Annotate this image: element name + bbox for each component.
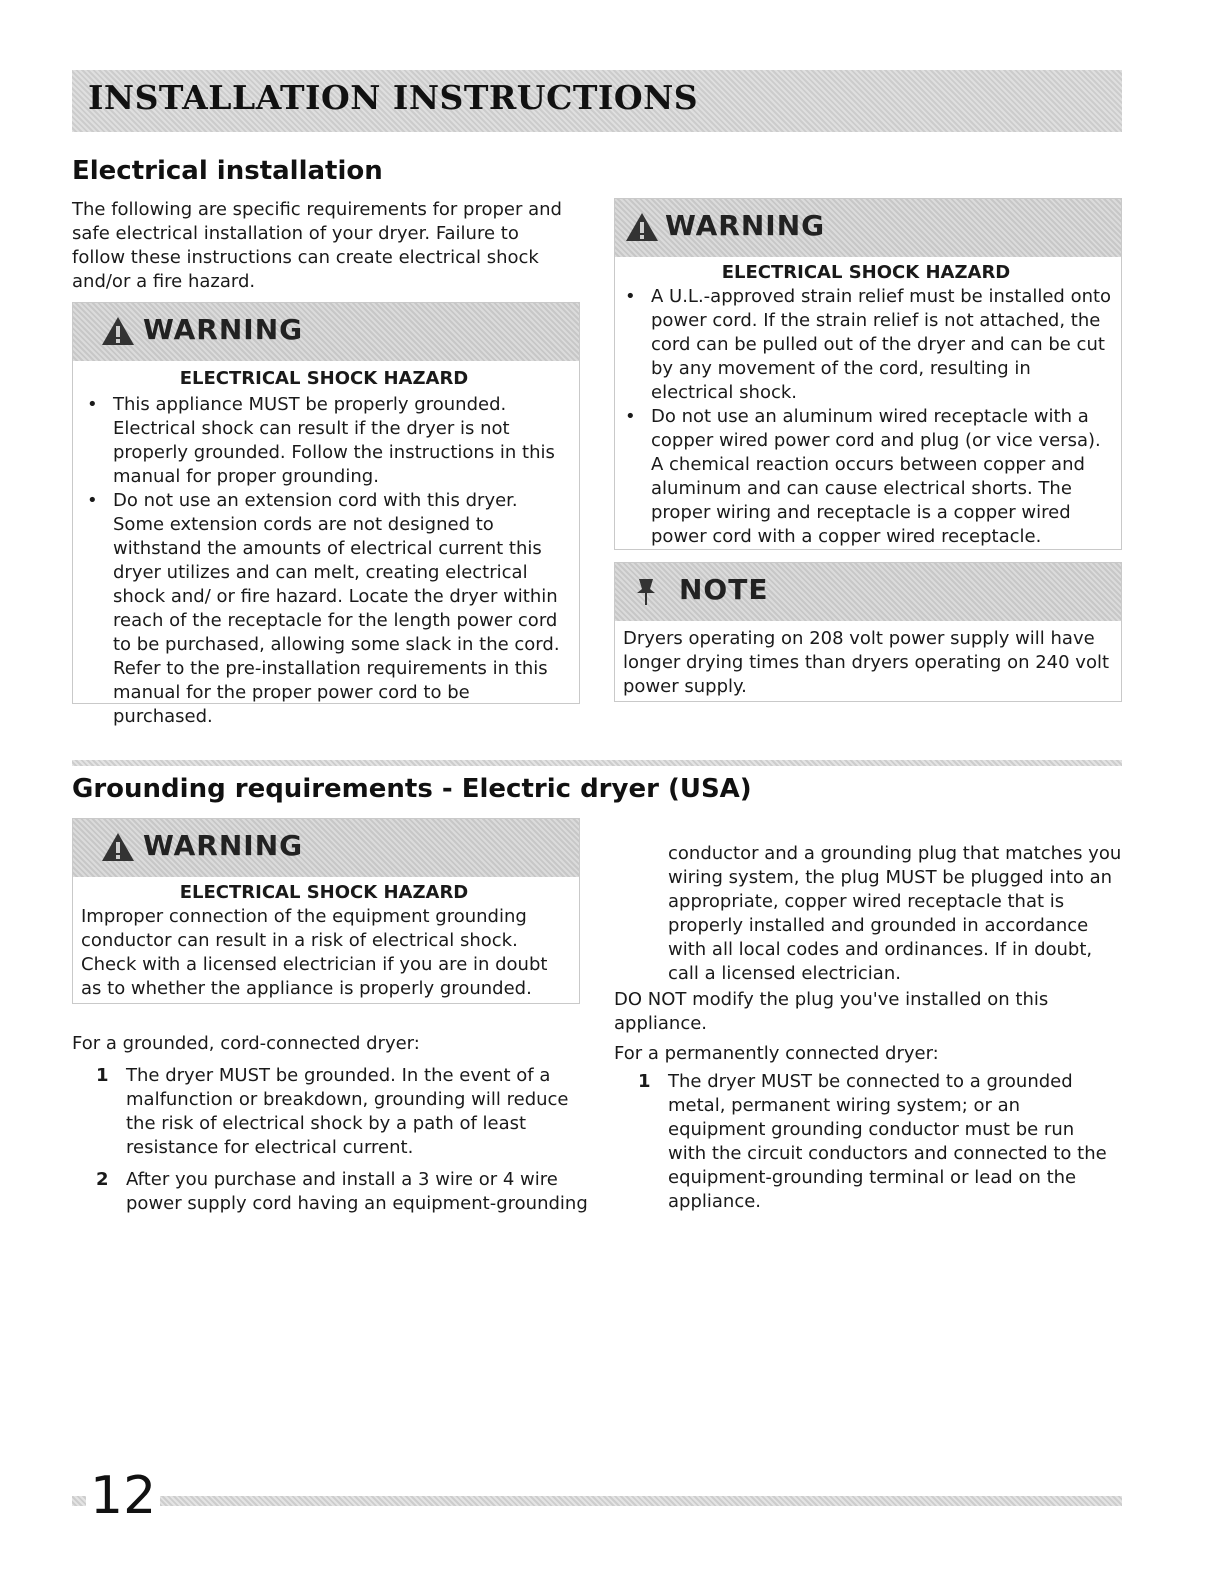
warning-panel-right — [614, 198, 1122, 550]
footer-rule — [72, 1496, 1122, 1506]
list-item — [614, 1070, 1114, 1214]
permanent-steps — [614, 1070, 1114, 1222]
section-heading-electrical: Electrical installation — [72, 156, 383, 186]
warning-header — [73, 303, 579, 361]
warning-label: WARNING — [143, 829, 304, 862]
warning-subhead: ELECTRICAL SHOCK HAZARD — [721, 262, 1011, 283]
step-number: 1 — [638, 1071, 651, 1092]
electrical-intro: The following are specific requirements for proper and safe electrical installation of your dryer. Failure to follow these instructions can create electrical shock and/or a fire hazard. — [72, 199, 562, 292]
warning-bullet: • Do not use an extension cord with this dryer. Some extension cords are not designed to withstand the amounts of electrical current this dryer utilizes and can melt, creating electrical shock and/ or fire hazard. Locate the dryer within reach of the receptacle for the length power cord to be purchased, allowing some slack in the cord. Refer to the pre-installation requirements in this manual for the proper power cord to be purchased. — [113, 489, 569, 729]
warning-bullet: • This appliance MUST be properly grounded. Electrical shock can result if the dryer is not properly grounded. Follow the instructions in this manual for proper grounding. — [113, 393, 569, 489]
step-text: The dryer MUST be connected to a grounded metal, permanent wiring system; or an equipment grounding conductor must be run with the circuit conductors and connected to the equipment-grounding terminal or lead on the appliance. — [668, 1071, 1107, 1212]
cord-connected-steps — [72, 1064, 592, 1224]
step-text: After you purchase and install a 3 wire or 4 wire power supply cord having an equipment-grounding — [126, 1169, 588, 1214]
page-number: 12 — [86, 1466, 160, 1526]
list-item — [72, 1168, 592, 1216]
warning-label: WARNING — [665, 209, 826, 242]
step-text: The dryer MUST be grounded. In the event of a malfunction or breakdown, grounding will reduce the risk of electrical shock by a path of least resistance for electrical current. — [126, 1065, 569, 1158]
warning-label: WARNING — [143, 313, 304, 346]
section-divider — [72, 760, 1122, 766]
warning-panel-left — [72, 302, 580, 727]
grounding-warning-panel — [72, 818, 580, 1004]
warning-header — [615, 199, 1121, 257]
cord-step-2-continued: conductor and a grounding plug that matches you wiring system, the plug MUST be plugged into an appropriate, copper wired receptacle that is properly installed and grounded in accordance with all local codes and ordinances. If in doubt, call a licensed electrician. — [668, 843, 1122, 984]
warning-subhead: ELECTRICAL SHOCK HAZARD — [179, 368, 469, 389]
warning-bullet: • A U.L.-approved strain relief must be installed onto power cord. If the strain relief is not attached, the cord can be pulled out of the dryer and can be cut by any movement of the cord, resulting in electrical shock. — [651, 285, 1115, 405]
warning-triangle-icon — [101, 831, 135, 863]
step-number: 2 — [96, 1169, 109, 1190]
permanent-intro: For a permanently connected dryer: — [614, 1043, 939, 1064]
warning-bullet: • Do not use an aluminum wired receptacle with a copper wired power cord and plug (or vice versa). A chemical reaction occurs between copper and aluminum and can cause electrical shorts. The proper wiring and receptacle is a copper wired power cord with a copper wired receptacle. — [651, 405, 1115, 549]
warning-subhead: ELECTRICAL SHOCK HAZARD — [179, 882, 469, 903]
note-label: NOTE — [679, 573, 769, 606]
banner-title: INSTALLATION INSTRUCTIONS — [88, 78, 699, 117]
note-panel — [614, 562, 1122, 702]
warning-text: Improper connection of the equipment grounding conductor can result in a risk of electrical shock. Check with a licensed electrician if you are in doubt as to whether the appliance is properly grounded. — [81, 906, 548, 999]
warning-header — [73, 819, 579, 877]
step-number: 1 — [96, 1065, 109, 1086]
section-heading-grounding: Grounding requirements - Electric dryer (USA) — [72, 774, 752, 804]
cord-connected-intro: For a grounded, cord-connected dryer: — [72, 1033, 420, 1054]
warning-triangle-icon — [101, 315, 135, 347]
note-header — [615, 563, 1121, 621]
pushpin-icon — [633, 575, 661, 607]
modify-plug-warning: DO NOT modify the plug you've installed on this appliance. — [614, 989, 1049, 1034]
list-item — [72, 1064, 592, 1160]
page-banner — [72, 70, 1122, 132]
note-text: Dryers operating on 208 volt power supply will have longer drying times than dryers operating on 240 volt power supply. — [623, 628, 1110, 697]
warning-triangle-icon — [625, 211, 659, 243]
